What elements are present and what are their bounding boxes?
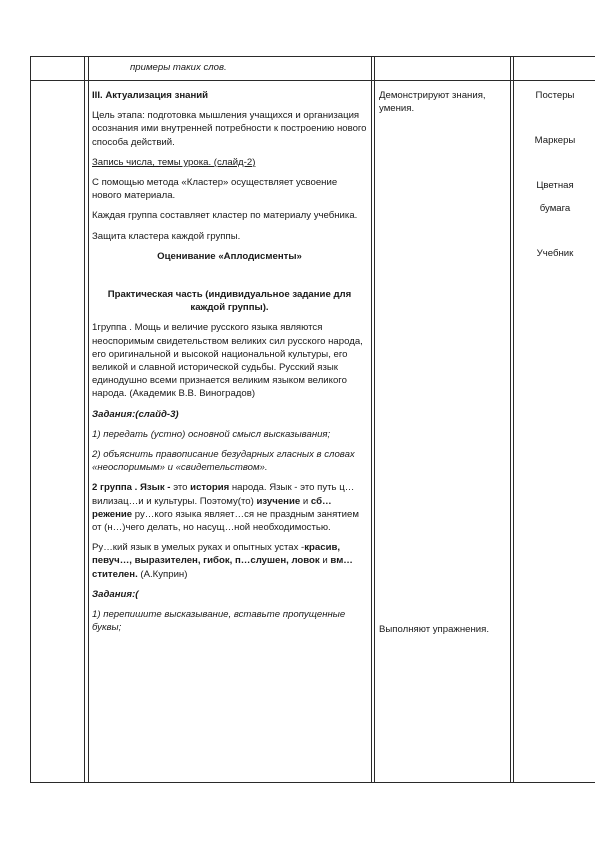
column-border-5: [374, 56, 375, 782]
group1-text: 1группа . Мощь и величие русского языка являются неоспоримым свидетельством великих сил русского народа, его оригинальной и высокой национальной культуры, его великой и славной исторической судьбы. Русский язык единодушно всеми признается великим языком великого народа. (Академик В.В. Виноградов): [92, 322, 363, 400]
column-border-4: [371, 56, 372, 782]
task1-1: 1) передать (устно) основной смысл высказывания;: [92, 428, 331, 440]
quote-s1: Ру…кий язык в умелых руках и опытных устах -: [92, 542, 305, 554]
cluster-defense: Защита кластера каждой группы.: [92, 230, 241, 242]
tasks1-heading: Задания:(слайд-3): [92, 408, 179, 420]
student-activity-exercises: Выполняют упражнения.: [379, 624, 489, 635]
group2-s2: народа. Язык - это путь ц…вилизац…и и культуры. Поэтому(то): [92, 482, 355, 507]
resource-colored: Цветная: [536, 180, 574, 191]
cluster-method: С помощью метода «Кластер» осуществляет усвоение нового материала.: [92, 177, 338, 202]
group2-s3: и: [300, 495, 311, 507]
group2-s1: это: [173, 482, 191, 494]
group2-text: [92, 481, 367, 534]
column-border-3: [88, 56, 89, 782]
group2-w2: изучение: [256, 495, 301, 507]
student-activity-demonstrate: Демонстрируют знания, умения.: [379, 90, 486, 115]
spacer: [92, 270, 367, 288]
stage-goal: Цель этапа: подготовка мышления учащихся и организация осознания ими внутренней потребности к построению нового способа действий.: [92, 110, 367, 148]
tasks2-heading: Задания:(: [92, 588, 139, 600]
column-border-6: [510, 56, 511, 782]
task2-1: 1) перепишите высказывание, вставьте пропущенные буквы;: [92, 609, 346, 634]
record-line: Запись числа, темы урока. (слайд-2): [92, 156, 256, 168]
practical-heading: Практическая часть (индивидуальное задание для каждой группы).: [107, 289, 352, 314]
column-border-2: [84, 56, 85, 782]
task1-2: 2) объяснить правописание безударных гласных в словах «неоспоримым» и «свидетельством».: [92, 449, 355, 474]
column-border-1: [30, 56, 31, 782]
group2-s4: ру…кого языка являет…ся не праздным занятием от (н…)чего делать, но насущ…ной необходимостью.: [92, 508, 359, 534]
teacher-activity-cell: [92, 89, 367, 642]
evaluation-heading: Оценивание «Аплодисменты»: [157, 250, 302, 262]
quote-s2: и: [319, 555, 331, 567]
group2-w3: сб…режение: [92, 495, 332, 520]
resource-markers: Маркеры: [534, 135, 576, 146]
quote-s3: (А.Куприн): [137, 568, 188, 580]
group2-w1: история: [190, 482, 230, 494]
top-row-text: примеры таких слов.: [130, 62, 227, 73]
kuprin-quote: [92, 541, 367, 581]
quote-w2: вм…стителен.: [92, 555, 353, 580]
table-bottom-border: [30, 782, 595, 783]
resource-paper: бумага: [539, 203, 571, 214]
group2-lead: 2 группа . Язык -: [92, 482, 174, 494]
stage-title: III. Актуализация знаний: [92, 90, 209, 101]
quote-w1: красив, певуч…, выразителен, гибок, п…слушен, ловок: [92, 542, 341, 567]
resource-textbook: Учебник: [536, 248, 574, 259]
column-border-7: [513, 56, 514, 782]
cluster-group: Каждая группа составляет кластер по материалу учебника.: [92, 210, 358, 222]
resource-posters: Постеры: [535, 90, 575, 101]
